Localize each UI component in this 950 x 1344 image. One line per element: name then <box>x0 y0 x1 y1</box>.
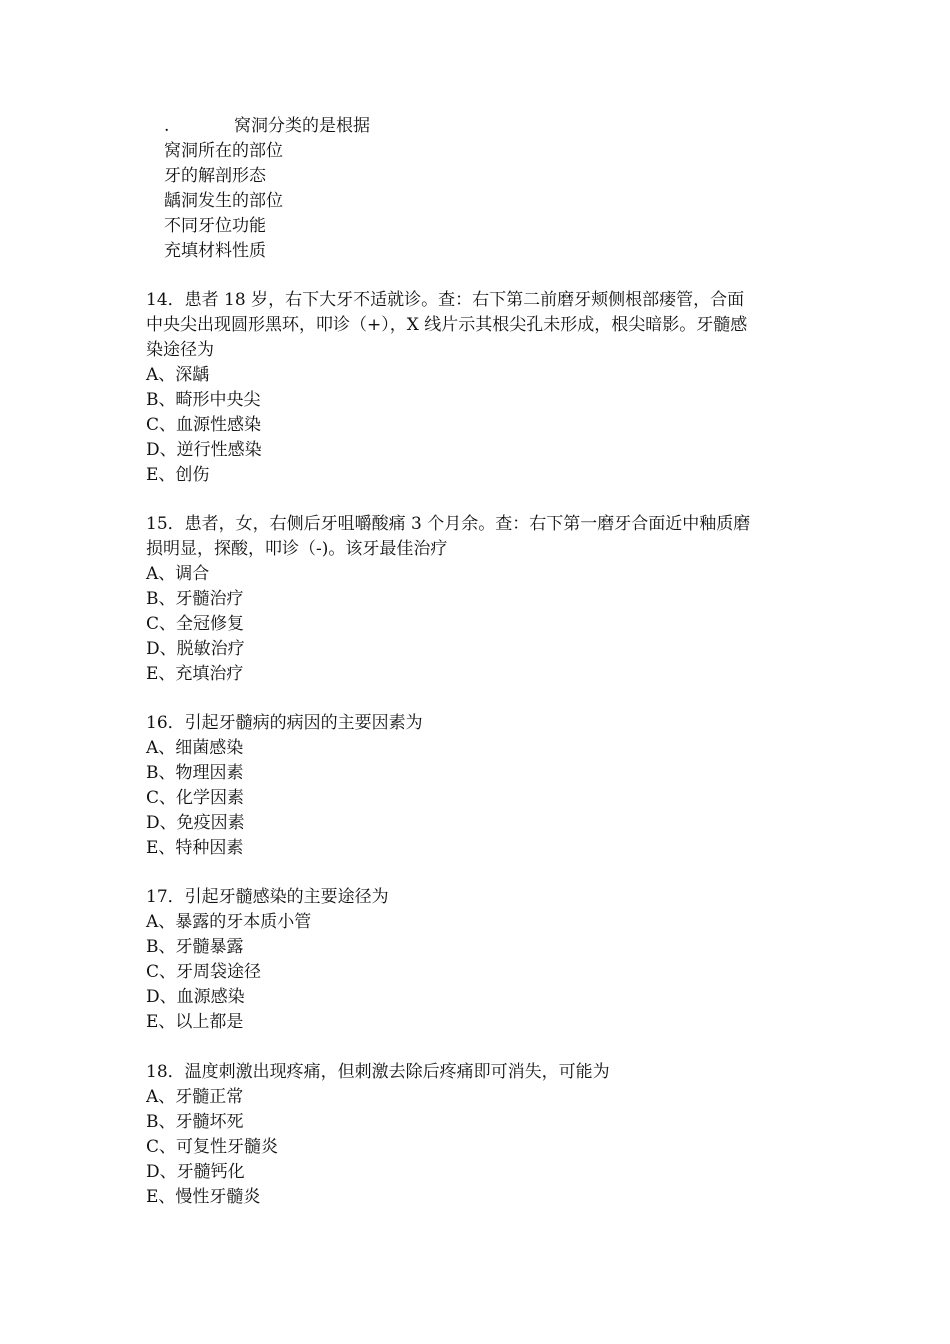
question-stem-line: 染途径为 <box>146 340 214 360</box>
option-b: B、牙髓坏死 <box>146 1112 244 1132</box>
option-d: D、血源感染 <box>146 987 245 1007</box>
option-c: C、可复性牙髓炎 <box>146 1137 279 1157</box>
option-b: B、牙髓暴露 <box>146 937 244 957</box>
option: 充填材料性质 <box>164 241 266 261</box>
option-a: A、牙髓正常 <box>146 1087 244 1107</box>
question-stem-line: 17．引起牙髓感染的主要途径为 <box>146 887 389 907</box>
stem-text: 窝洞分类的是根据 <box>234 116 370 136</box>
option-a: A、调合 <box>146 564 210 584</box>
option: 牙的解剖形态 <box>164 166 266 186</box>
option-e: E、以上都是 <box>146 1012 244 1032</box>
option: 龋洞发生的部位 <box>164 191 283 211</box>
question-17 <box>146 885 826 1035</box>
option: 窝洞所在的部位 <box>164 141 283 161</box>
option-b: B、牙髓治疗 <box>146 589 244 609</box>
option-b: B、物理因素 <box>146 763 244 783</box>
option-e: E、慢性牙髓炎 <box>146 1187 261 1207</box>
stem-number-marker: . <box>164 116 170 136</box>
question-15 <box>146 512 826 687</box>
option-e: E、创伤 <box>146 465 210 485</box>
option-d: D、免疫因素 <box>146 813 245 833</box>
option-d: D、逆行性感染 <box>146 440 262 460</box>
option-c: C、牙周袋途径 <box>146 962 262 982</box>
option-a: A、暴露的牙本质小管 <box>146 912 312 932</box>
question-stem-line: 16．引起牙髓病的病因的主要因素为 <box>146 713 423 733</box>
option-d: D、脱敏治疗 <box>146 639 245 659</box>
option-c: C、全冠修复 <box>146 614 245 634</box>
question-stem-line: 18．温度刺激出现疼痛，但刺激去除后疼痛即可消失，可能为 <box>146 1062 610 1082</box>
question-stem-line: 损明显，探酸，叩诊（-)。该牙最佳治疗 <box>146 539 448 559</box>
option-b: B、畸形中央尖 <box>146 390 261 410</box>
question-16 <box>146 711 826 861</box>
option-e: E、充填治疗 <box>146 664 244 684</box>
question-stem-line: 15．患者，女，右侧后牙咀嚼酸痛 3 个月余。查：右下第一磨牙合面近中釉质磨 <box>146 514 751 534</box>
option: 不同牙位功能 <box>164 216 266 236</box>
option-c: C、化学因素 <box>146 788 245 808</box>
option-c: C、血源性感染 <box>146 415 262 435</box>
question-stem-line: 14．患者 18 岁，右下大牙不适就诊。查：右下第二前磨牙颊侧根部瘘管，合面 <box>146 290 745 310</box>
option-e: E、特种因素 <box>146 838 244 858</box>
option-a: A、深龋 <box>146 365 210 385</box>
option-a: A、细菌感染 <box>146 738 244 758</box>
option-d: D、牙髓钙化 <box>146 1162 245 1182</box>
question-stem <box>164 114 804 139</box>
question-14 <box>146 288 826 488</box>
question-18 <box>146 1060 826 1210</box>
question-stem-line: 中央尖出现圆形黑环，叩诊（+），X 线片示其根尖孔未形成，根尖暗影。牙髓感 <box>146 315 748 335</box>
question-13 <box>164 114 804 264</box>
